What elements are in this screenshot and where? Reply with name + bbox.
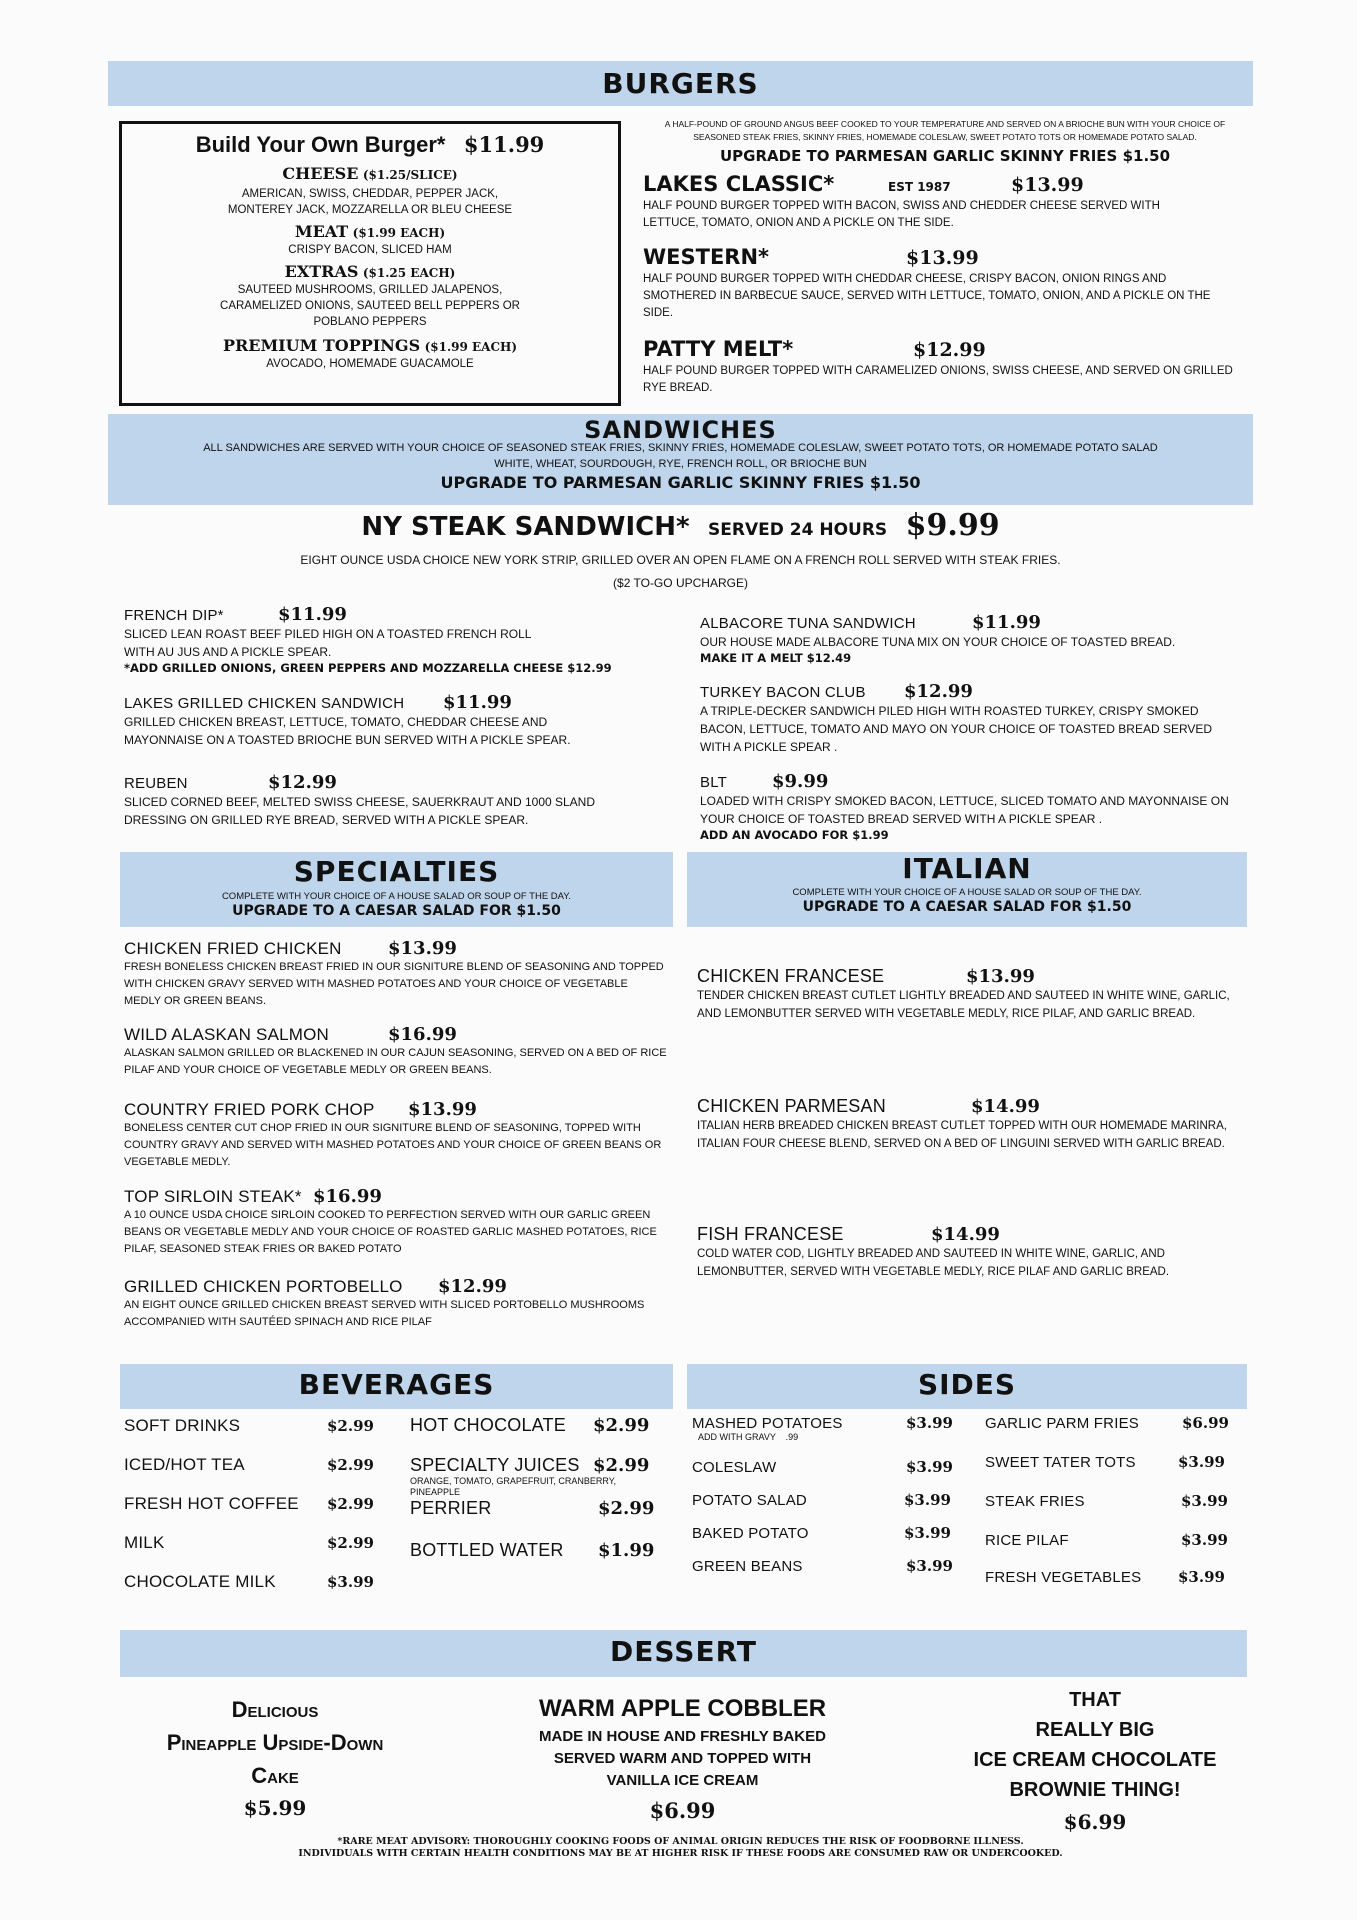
item-note: ADD WITH GRAVY .99 — [698, 1432, 799, 1442]
item-desc: FRESH BONELESS CHICKEN BREAST FRIED IN OUR SIGNITURE BLEND OF SEASONING AND TOPPED WITH CHICKEN GRAVY SERVED WITH MASHED POTATOES AND YOUR CHOICE OF VEGETABLE MEDLY OR GREEN BEANS. — [124, 961, 664, 1007]
italian-chicken-parmesan — [697, 1096, 1257, 1153]
sandwich-lakes-grilled-chicken — [124, 692, 684, 749]
cake-line1: Delicious — [231, 1697, 319, 1722]
specialty-chicken-fried-chicken — [124, 938, 684, 1010]
cobbler-line2: SERVED WARM AND TOPPED WITH — [553, 1750, 812, 1767]
premium-price: ($1.99 EACH) — [424, 340, 518, 354]
item-name: ALBACORE TUNA SANDWICH — [700, 615, 916, 632]
cobbler-line1: MADE IN HOUSE AND FRESHLY BAKED — [539, 1728, 826, 1745]
item-desc: LOADED WITH CRISPY SMOKED BACON, LETTUCE, SLICED TOMATO AND MAYONNAISE ON YOUR CHOICE OF TOASTED BREAD SERVED WITH A PICKLE SPEAR . — [700, 794, 1229, 826]
meat-label: MEAT — [294, 222, 349, 241]
specialties-header: SPECIALTIES — [293, 855, 500, 888]
sandwiches-line1: ALL SANDWICHES ARE SERVED WITH YOUR CHOICE OF SEASONED STEAK FRIES, SKINNY FRIES, HOMEMADE COLESLAW, SWEET POTATO TOTS, OR HOMEMADE POTATO SALAD — [203, 442, 1158, 454]
item-name: CHICKEN PARMESAN — [697, 1096, 886, 1116]
item-name: BOTTLED WATER — [410, 1540, 564, 1560]
cake-line3: Cake — [251, 1763, 299, 1788]
beverages-header: BEVERAGES — [298, 1368, 495, 1401]
specialty-country-fried-pork-chop — [124, 1099, 684, 1171]
meat-price: ($1.99 EACH) — [352, 226, 446, 240]
sandwich-reuben — [124, 772, 684, 829]
item-price: $11.99 — [443, 692, 512, 713]
item-price: $3.99 — [904, 1524, 951, 1542]
dessert-apple-cobbler — [500, 1692, 865, 1830]
item-price: $3.99 — [906, 1557, 953, 1575]
item-extra: ADD AN AVOCADO FOR $1.99 — [700, 828, 889, 842]
item-price: $16.99 — [313, 1186, 382, 1207]
dessert-pineapple-cake — [120, 1693, 430, 1825]
ny-upcharge: ($2 TO-GO UPCHARGE) — [613, 576, 748, 590]
italian-header: ITALIAN — [902, 852, 1032, 885]
item-name: GRILLED CHICKEN PORTOBELLO — [124, 1277, 403, 1296]
item-price: $2.99 — [327, 1534, 374, 1552]
burgers-header: BURGERS — [602, 67, 759, 100]
beverage-row — [410, 1540, 680, 1580]
italian-chicken-francese — [697, 966, 1257, 1023]
sandwich-french-dip — [124, 604, 684, 675]
burger-item-western — [643, 245, 1243, 322]
item-desc: HALF POUND BURGER TOPPED WITH BACON, SWISS AND CHEDDER CHEESE SERVED WITH LETTUCE, TOMATO, ONION AND A PICKLE ON THE SIDE. — [643, 200, 1160, 229]
item-desc: HALF POUND BURGER TOPPED WITH CHEDDAR CHEESE, CRISPY BACON, ONION RINGS AND SMOTHERED IN BARBECUE SAUCE, SERVED WITH LETTUCE, TOMATO, ONION, AND A PICKLE ON THE SIDE. — [643, 273, 1211, 319]
item-desc: OUR HOUSE MADE ALBACORE TUNA MIX ON YOUR CHOICE OF TOASTED BREAD. — [700, 635, 1176, 649]
side-row — [692, 1414, 962, 1458]
item-desc: ALASKAN SALMON GRILLED OR BLACKENED IN OUR CAJUN SEASONING, SERVED ON A BED OF RICE PILAF AND YOUR CHOICE OF VEGETABLE MEDLY OR GREEN BEANS. — [124, 1047, 667, 1076]
item-desc: SLICED LEAN ROAST BEEF PILED HIGH ON A TOASTED FRENCH ROLL WITH AU JUS AND A PICKLE SPEAR. — [124, 627, 531, 659]
item-price: $2.99 — [327, 1495, 374, 1513]
item-price: $3.99 — [1178, 1453, 1225, 1471]
item-price: $12.99 — [268, 772, 337, 793]
item-name: SOFT DRINKS — [124, 1416, 241, 1435]
sandwich-blt — [700, 771, 1260, 842]
item-price: $12.99 — [913, 339, 986, 361]
item-name: MASHED POTATOES — [692, 1415, 843, 1432]
ny-name: NY STEAK SANDWICH* — [361, 512, 690, 542]
item-price: $11.99 — [972, 612, 1041, 633]
item-desc: BONELESS CENTER CUT CHOP FRIED IN OUR SIGNITURE BLEND OF SEASONING, TOPPED WITH COUNTRY GRAVY AND SERVED WITH MASHED POTATOES AND YOUR CHOICE OF GREEN BEANS OR VEGETABLE MEDLY. — [124, 1122, 662, 1168]
extras-price: ($1.25 EACH) — [362, 266, 456, 280]
build-your-own-burger-box — [119, 121, 621, 406]
item-price: $11.99 — [278, 604, 347, 625]
item-price: $3.99 — [1178, 1568, 1225, 1586]
side-row — [692, 1524, 962, 1557]
item-extra: MAKE IT A MELT $12.49 — [700, 651, 852, 665]
specialty-top-sirloin-steak — [124, 1186, 684, 1258]
beverage-row — [124, 1533, 384, 1572]
item-price: $16.99 — [388, 1024, 457, 1045]
item-name: GREEN BEANS — [692, 1558, 803, 1575]
beverage-row — [124, 1494, 384, 1533]
item-name: GARLIC PARM FRIES — [985, 1415, 1139, 1432]
item-price: $14.99 — [931, 1224, 1000, 1245]
item-price: $2.99 — [598, 1498, 655, 1519]
burger-item-lakes-classic — [643, 172, 1243, 232]
cheese-desc: AMERICAN, SWISS, CHEDDAR, PEPPER JACK, MONTEREY JACK, MOZZARELLA OR BLEU CHEESE — [227, 188, 513, 216]
cake-price: $5.99 — [243, 1796, 307, 1820]
brownie-line1: THAT — [1069, 1689, 1121, 1711]
item-name: PERRIER — [410, 1498, 492, 1518]
item-name: CHOCOLATE MILK — [124, 1572, 276, 1591]
item-name: STEAK FRIES — [985, 1493, 1085, 1510]
brownie-price: $6.99 — [1063, 1810, 1127, 1834]
extras-label: EXTRAS — [284, 262, 359, 281]
item-price: $3.99 — [904, 1491, 951, 1509]
extras-desc: SAUTEED MUSHROOMS, GRILLED JALAPENOS, CARAMELIZED ONIONS, SAUTEED BELL PEPPERS OR POBLANO PEPPERS — [220, 284, 520, 328]
beverage-row — [410, 1455, 680, 1498]
item-name: LAKES CLASSIC* — [643, 172, 835, 196]
burger-item-patty-melt — [643, 337, 1243, 397]
item-name: PATTY MELT* — [643, 337, 794, 361]
cobbler-name: WARM APPLE COBBLER — [538, 1695, 827, 1722]
side-row — [985, 1531, 1235, 1568]
cake-line2: Pineapple Upside-Down — [166, 1730, 384, 1755]
sandwiches-header: SANDWICHES — [584, 416, 777, 444]
item-price: $9.99 — [772, 771, 829, 792]
item-name: SPECIALTY JUICES — [410, 1455, 580, 1475]
beverage-row — [124, 1416, 384, 1455]
ny-note: SERVED 24 HOURS — [708, 520, 888, 540]
item-price: $14.99 — [971, 1096, 1040, 1117]
item-name: COLESLAW — [692, 1459, 777, 1476]
item-desc: TENDER CHICKEN BREAST CUTLET LIGHTLY BREADED AND SAUTEED IN WHITE WINE, GARLIC, AND LEMONBUTTER SERVED WITH VEGETABLE MEDLY, RICE PILAF, AND GARLIC BREAD. — [697, 990, 1230, 1020]
item-name: BLT — [700, 774, 727, 791]
item-name: TOP SIRLOIN STEAK* — [124, 1187, 302, 1206]
item-name: HOT CHOCOLATE — [410, 1415, 566, 1435]
side-row — [985, 1492, 1235, 1531]
cobbler-price: $6.99 — [649, 1798, 716, 1823]
item-price: $13.99 — [408, 1099, 477, 1120]
item-desc: COLD WATER COD, LIGHTLY BREADED AND SAUTEED IN WHITE WINE, GARLIC, AND LEMONBUTTER, SERVED WITH VEGETABLE MEDLY, RICE PILAF AND GARLIC BREAD. — [697, 1248, 1170, 1278]
item-name: RICE PILAF — [985, 1532, 1069, 1549]
item-name: WESTERN* — [643, 245, 770, 269]
beverage-row — [124, 1455, 384, 1494]
item-price: $2.99 — [327, 1456, 374, 1474]
item-name: TURKEY BACON CLUB — [700, 684, 866, 701]
item-price: $13.99 — [388, 938, 457, 959]
side-row — [985, 1453, 1235, 1492]
advisory-line2: INDIVIDUALS WITH CERTAIN HEALTH CONDITIONS MAY BE AT HIGHER RISK IF THESE FOODS ARE CONSUMED RAW OR UNDERCOOKED. — [298, 1848, 1063, 1859]
specialties-sub: COMPLETE WITH YOUR CHOICE OF A HOUSE SALAD OR SOUP OF THE DAY. — [221, 891, 572, 902]
beverages-left-list — [124, 1416, 384, 1611]
item-name: FRESH HOT COFFEE — [124, 1494, 299, 1513]
item-desc: GRILLED CHICKEN BREAST, LETTUCE, TOMATO, CHEDDAR CHEESE AND MAYONNAISE ON A TOASTED BRIOCHE BUN SERVED WITH A PICKLE SPEAR. — [124, 715, 571, 747]
italian-upgrade: UPGRADE TO A CAESAR SALAD FOR $1.50 — [802, 899, 1132, 915]
item-price: $3.99 — [327, 1573, 374, 1591]
sides-left-list — [692, 1414, 962, 1590]
item-name: BAKED POTATO — [692, 1525, 809, 1542]
beverage-row — [410, 1415, 680, 1455]
burgers-intro: A HALF-POUND OF GROUND ANGUS BEEF COOKED TO YOUR TEMPERATURE AND SERVED ON A BRIOCHE BUN WITH YOUR CHOICE OF SEASONED STEAK FRIES, SKINNY FRIES, HOMEMADE COLESLAW, SWEET POTATO TOTS OR HOMEMADE POTATO SALAD. — [664, 119, 1226, 142]
side-row — [692, 1491, 962, 1524]
item-desc: A TRIPLE-DECKER SANDWICH PILED HIGH WITH ROASTED TURKEY, CRISPY SMOKED BACON, LETTUCE, TOMATO AND MAYO ON YOUR CHOICE OF TOASTED BREAD SERVED WITH A PICKLE SPEAR . — [700, 704, 1213, 754]
sides-right-list — [985, 1414, 1235, 1605]
side-row — [692, 1557, 962, 1590]
item-name: COUNTRY FRIED PORK CHOP — [124, 1100, 375, 1119]
rare-meat-advisory — [108, 1836, 1253, 1860]
item-price: $13.99 — [1011, 174, 1084, 196]
item-extra: *ADD GRILLED ONIONS, GREEN PEPPERS AND MOZZARELLA CHEESE $12.99 — [124, 661, 612, 675]
cobbler-line3: VANILLA ICE CREAM — [606, 1772, 759, 1789]
dessert-header: DESSERT — [610, 1635, 757, 1668]
brownie-line2: REALLY BIG — [1035, 1719, 1155, 1741]
item-name: ICED/HOT TEA — [124, 1455, 245, 1474]
item-price: $6.99 — [1182, 1414, 1229, 1432]
item-name: POTATO SALAD — [692, 1492, 807, 1509]
cheese-label: CHEESE — [282, 164, 359, 183]
item-price: $3.99 — [1181, 1492, 1228, 1510]
item-name: CHICKEN FRANCESE — [697, 966, 885, 986]
item-name: FISH FRANCESE — [697, 1224, 844, 1244]
italian-fish-francese — [697, 1224, 1257, 1281]
premium-desc: AVOCADO, HOMEMADE GUACAMOLE — [266, 358, 474, 370]
specialty-wild-alaskan-salmon — [124, 1024, 684, 1079]
item-price: $1.99 — [598, 1540, 655, 1561]
specialties-upgrade: UPGRADE TO A CAESAR SALAD FOR $1.50 — [232, 903, 561, 919]
item-price: $12.99 — [438, 1276, 507, 1297]
item-price: $3.99 — [1181, 1531, 1228, 1549]
ny-price: $9.99 — [905, 508, 1000, 543]
brownie-line4: BROWNIE THING! — [1009, 1779, 1181, 1801]
meat-desc: CRISPY BACON, SLICED HAM — [288, 244, 452, 256]
item-price: $3.99 — [906, 1458, 953, 1476]
sandwiches-upgrade: UPGRADE TO PARMESAN GARLIC SKINNY FRIES $1.50 — [440, 473, 921, 492]
beverage-row — [124, 1572, 384, 1611]
byo-title: Build Your Own Burger* — [195, 132, 446, 157]
item-name: FRENCH DIP* — [124, 607, 224, 624]
burgers-upgrade: UPGRADE TO PARMESAN GARLIC SKINNY FRIES $1.50 — [719, 147, 1171, 165]
item-name: MILK — [124, 1533, 165, 1552]
brownie-line3: ICE CREAM CHOCOLATE — [973, 1749, 1217, 1771]
side-row — [985, 1414, 1235, 1453]
side-row — [985, 1568, 1235, 1605]
ny-steak-sandwich — [108, 508, 1253, 543]
premium-label: PREMIUM TOPPINGS — [222, 336, 421, 355]
item-desc: ITALIAN HERB BREADED CHICKEN BREAST CUTLET TOPPED WITH OUR HOMEMADE MARINRA, ITALIAN FOUR CHEESE BLEND, SERVED ON A BED OF LINGUINI SERVED WITH GARLIC BREAD. — [697, 1120, 1227, 1150]
sandwich-albacore-tuna — [700, 612, 1260, 665]
item-price: $13.99 — [906, 247, 979, 269]
item-price: $13.99 — [966, 966, 1035, 987]
item-desc: SLICED CORNED BEEF, MELTED SWISS CHEESE, SAUERKRAUT AND 1000 SLAND DRESSING ON GRILLED RYE BREAD, SERVED WITH A PICKLE SPEAR. — [124, 795, 596, 827]
dessert-brownie — [935, 1685, 1255, 1839]
ny-desc: EIGHT OUNCE USDA CHOICE NEW YORK STRIP, GRILLED OVER AN OPEN FLAME ON A FRENCH ROLL SERVED WITH STEAK FRIES. — [300, 553, 1061, 567]
item-note: EST 1987 — [888, 180, 951, 194]
beverage-row — [410, 1498, 680, 1540]
item-price: $2.99 — [593, 1455, 650, 1476]
item-name: REUBEN — [124, 775, 188, 792]
item-name: CHICKEN FRIED CHICKEN — [124, 939, 342, 958]
item-desc: AN EIGHT OUNCE GRILLED CHICKEN BREAST SERVED WITH SLICED PORTOBELLO MUSHROOMS ACCOMPANIED WITH SAUTÉED SPINACH AND RICE PILAF — [124, 1299, 645, 1328]
item-price: $2.99 — [593, 1415, 650, 1436]
item-price: $2.99 — [327, 1417, 374, 1435]
item-desc: HALF POUND BURGER TOPPED WITH CARAMELIZED ONIONS, SWISS CHEESE, AND SERVED ON GRILLED RYE BREAD. — [643, 365, 1233, 394]
sandwiches-line2: WHITE, WHEAT, SOURDOUGH, RYE, FRENCH ROLL, OR BRIOCHE BUN — [494, 458, 867, 470]
item-name: LAKES GRILLED CHICKEN SANDWICH — [124, 695, 405, 712]
item-price: $3.99 — [906, 1414, 953, 1432]
item-name: SWEET TATER TOTS — [985, 1454, 1136, 1471]
item-note: ORANGE, TOMATO, GRAPEFRUIT, CRANBERRY, PINEAPPLE — [410, 1476, 617, 1497]
beverages-right-list — [410, 1415, 680, 1580]
sandwich-turkey-bacon-club — [700, 681, 1260, 756]
cheese-price: ($1.25/SLICE) — [362, 168, 458, 182]
sides-header: SIDES — [917, 1368, 1017, 1401]
byo-price: $11.99 — [463, 132, 545, 157]
italian-sub: COMPLETE WITH YOUR CHOICE OF A HOUSE SALAD OR SOUP OF THE DAY. — [792, 887, 1142, 898]
item-price: $12.99 — [904, 681, 973, 702]
item-name: FRESH VEGETABLES — [985, 1569, 1142, 1586]
item-desc: A 10 OUNCE USDA CHOICE SIRLOIN COOKED TO PERFECTION SERVED WITH OUR GARLIC GREEN BEANS OR VEGETABLE MEDLY AND YOUR CHOICE OF ROASTED GARLIC MASHED POTATOES, RICE PILAF, SEASONED STEAK FRIES OR BAKED POTATO — [124, 1209, 657, 1255]
side-row — [692, 1458, 962, 1491]
item-name: WILD ALASKAN SALMON — [124, 1025, 330, 1044]
advisory-line1: *RARE MEAT ADVISORY: THOROUGHLY COOKING FOODS OF ANIMAL ORIGIN REDUCES THE RISK OF FOODBORNE ILLNESS. — [337, 1836, 1024, 1847]
specialty-grilled-chicken-portobello — [124, 1276, 684, 1331]
